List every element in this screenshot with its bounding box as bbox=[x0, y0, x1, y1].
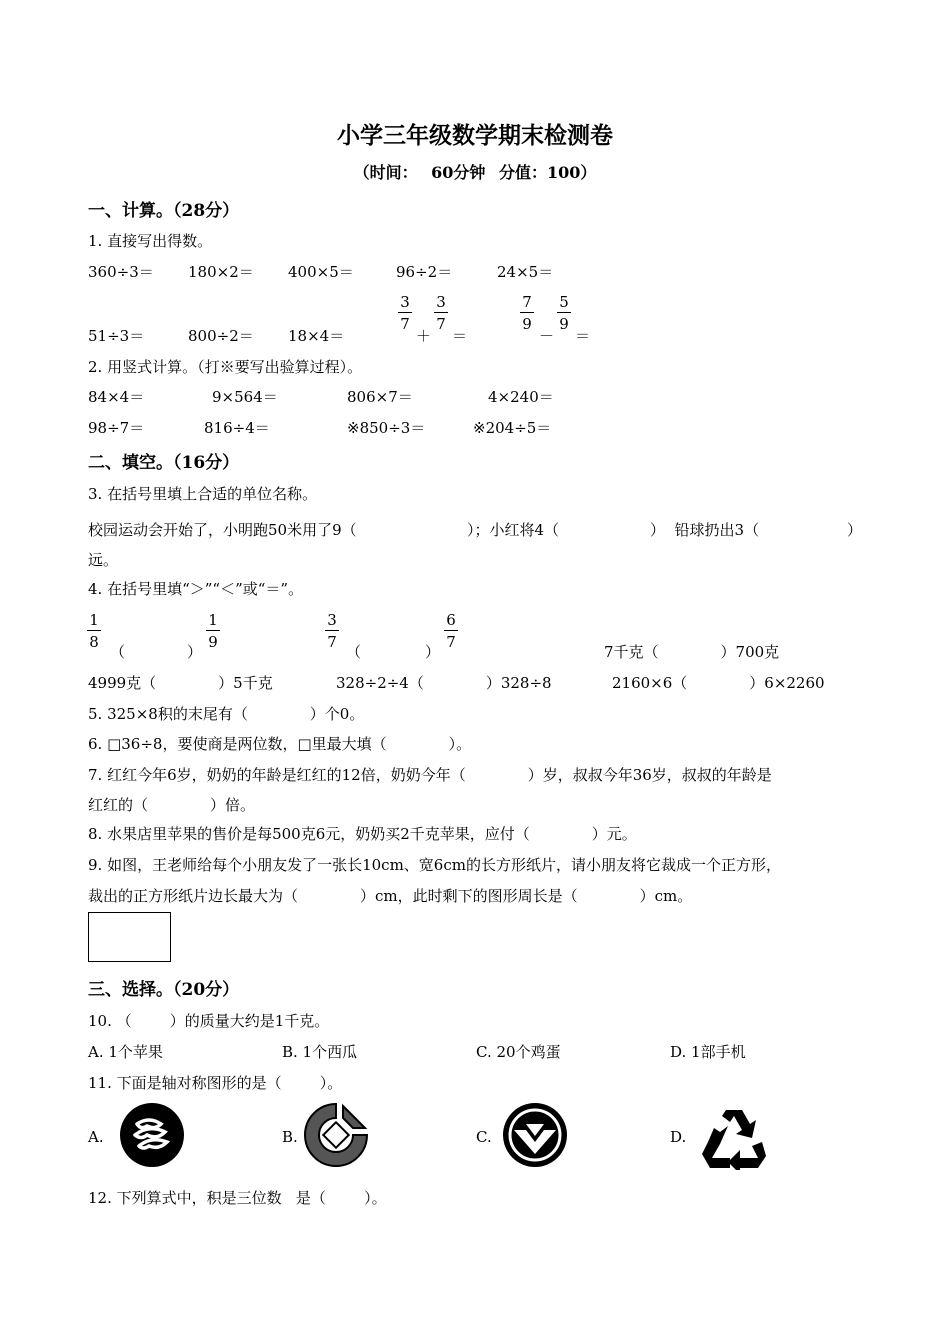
fraction: $\frac{3}{7}$ bbox=[434, 293, 448, 333]
q3-text: ） bbox=[847, 521, 863, 539]
q1-item: 18×4＝ bbox=[288, 327, 345, 345]
q11-option-c[interactable]: C. bbox=[476, 1128, 492, 1146]
q3-text: ） 铅球扔出3（ bbox=[650, 521, 760, 539]
q10-option-a[interactable]: A. 1个苹果 bbox=[88, 1043, 163, 1061]
badge-logo-icon[interactable] bbox=[502, 1102, 568, 1168]
q11-option-a[interactable]: A. bbox=[88, 1128, 104, 1146]
q7-line1: 7. 红红今年6岁，奶奶的年龄是红红的12倍，奶奶今年（ ）岁，叔叔今年36岁，叔叔的年龄是 bbox=[88, 766, 772, 784]
fraction: $\frac{3}{7}$ bbox=[325, 611, 339, 651]
q4-item: 7千克（ ）700克 bbox=[604, 643, 780, 661]
q1-item: 400×5＝ bbox=[288, 263, 354, 281]
section-1-heading: 一、计算。（28分） bbox=[88, 201, 240, 221]
fraction: $\frac{6}{7}$ bbox=[444, 611, 458, 651]
q7-line2: 红红的（ ）倍。 bbox=[88, 796, 255, 814]
q11-option-d[interactable]: D. bbox=[670, 1128, 687, 1146]
minus-sign: － bbox=[539, 327, 555, 345]
q1-item: 180×2＝ bbox=[188, 263, 254, 281]
rectangle-figure bbox=[88, 912, 171, 962]
q4-stem: 4. 在括号里填“＞”“＜”或“＝”。 bbox=[88, 580, 304, 598]
q3-stem: 3. 在括号里填上合适的单位名称。 bbox=[88, 485, 318, 503]
q11-stem: 11. 下面是轴对称图形的是（ ）。 bbox=[88, 1074, 343, 1092]
q2-item: 9×564＝ bbox=[212, 388, 278, 406]
q9-line2: 裁出的正方形纸片边长最大为（ ）cm，此时剩下的图形周长是（ ）cm。 bbox=[88, 887, 693, 905]
paren: （ bbox=[346, 643, 362, 661]
plus-sign: ＋ bbox=[416, 327, 432, 345]
q10-stem: 10. （ ）的质量大约是1千克。 bbox=[88, 1012, 330, 1030]
q12-stem: 12. 下列算式中，积是三位数 是（ ）。 bbox=[88, 1189, 387, 1207]
q2-item: 98÷7＝ bbox=[88, 419, 145, 437]
fraction: $\frac{5}{9}$ bbox=[557, 293, 571, 333]
bank-logo-icon[interactable] bbox=[303, 1102, 369, 1168]
fraction: $\frac{7}{9}$ bbox=[520, 293, 534, 333]
fraction: $\frac{3}{7}$ bbox=[398, 293, 412, 333]
q3-text: ）；小红将4（ bbox=[467, 521, 560, 539]
q3-text: 远。 bbox=[88, 551, 119, 569]
q4-item: 2160×6（ ）6×2260 bbox=[612, 674, 825, 692]
q4-item: 4999克（ ）5千克 bbox=[88, 674, 273, 692]
fraction: $\frac{1}{8}$ bbox=[87, 611, 101, 651]
recycle-icon[interactable] bbox=[700, 1104, 768, 1170]
q1-item: 360÷3＝ bbox=[88, 263, 154, 281]
q5: 5. 325×8积的末尾有（ ）个0。 bbox=[88, 705, 365, 723]
q2-item: ※204÷5＝ bbox=[473, 419, 552, 437]
q2-item: 4×240＝ bbox=[488, 388, 554, 406]
equals-sign: ＝ bbox=[452, 327, 468, 345]
paren: （ bbox=[110, 643, 126, 661]
page-title: 小学三年级数学期末检测卷 bbox=[337, 122, 613, 149]
section-2-heading: 二、填空。（16分） bbox=[88, 453, 240, 473]
q9-line1: 9. 如图，王老师给每个小朋友发了一张长10cm、宽6cm的长方形纸片，请小朋友将它裁成一个正方形， bbox=[88, 856, 781, 874]
china-mobile-logo-icon[interactable] bbox=[119, 1102, 185, 1168]
q1-stem: 1. 直接写出得数。 bbox=[88, 232, 213, 250]
q2-item: 806×7＝ bbox=[347, 388, 413, 406]
equals-sign: ＝ bbox=[575, 327, 591, 345]
q1-item: 800÷2＝ bbox=[188, 327, 254, 345]
section-3-heading: 三、选择。（20分） bbox=[88, 980, 240, 1000]
paren: ） bbox=[187, 643, 203, 661]
q2-item: ※850÷3＝ bbox=[347, 419, 426, 437]
q1-item: 96÷2＝ bbox=[396, 263, 453, 281]
q1-item: 24×5＝ bbox=[497, 263, 554, 281]
q2-item: 816÷4＝ bbox=[204, 419, 270, 437]
q6: 6. □36÷8，要使商是两位数，□里最大填（ ）。 bbox=[88, 735, 472, 753]
q10-option-b[interactable]: B. 1个西瓜 bbox=[282, 1043, 358, 1061]
q2-item: 84×4＝ bbox=[88, 388, 145, 406]
paren: ） bbox=[425, 643, 441, 661]
q8: 8. 水果店里苹果的售价是每500克6元，奶奶买2千克苹果，应付（ ）元。 bbox=[88, 825, 637, 843]
q10-option-d[interactable]: D. 1部手机 bbox=[670, 1043, 746, 1061]
q4-item: 328÷2÷4（ ）328÷8 bbox=[336, 674, 552, 692]
q10-option-c[interactable]: C. 20个鸡蛋 bbox=[476, 1043, 561, 1061]
fraction: $\frac{1}{9}$ bbox=[206, 611, 220, 651]
q2-stem: 2. 用竖式计算。（打※要写出验算过程）。 bbox=[88, 358, 363, 376]
q3-text: 校园运动会开始了，小明跑50米用了9（ bbox=[88, 521, 357, 539]
q11-option-b[interactable]: B. bbox=[282, 1128, 298, 1146]
q1-item: 51÷3＝ bbox=[88, 327, 145, 345]
page-subtitle: （时间： 60分钟 分值：100） bbox=[353, 163, 597, 182]
